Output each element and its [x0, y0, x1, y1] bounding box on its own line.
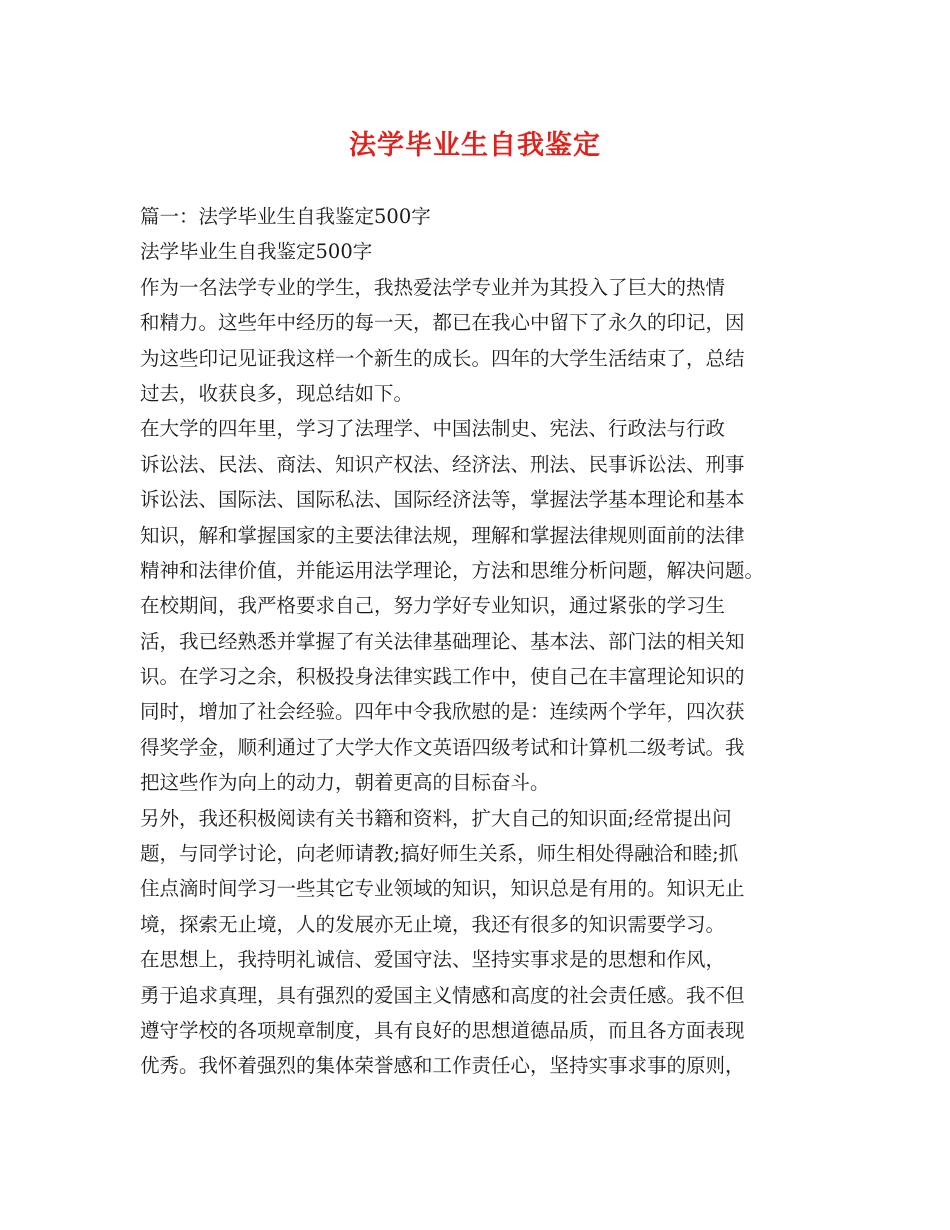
body-line: 得奖学金，顺利通过了大学大作文英语四级考试和计算机二级考试。我: [140, 735, 745, 759]
body-line: 活，我已经熟悉并掌握了有关法律基础理论、基本法、部门法的相关知: [140, 629, 745, 653]
body-line: 篇一：法学毕业生自我鉴定500字: [140, 205, 431, 228]
body-line: 题，与同学讨论，向老师请教;搞好师生关系，师生相处得融洽和睦;抓: [140, 842, 739, 866]
document-body: [140, 199, 820, 1084]
body-line: 遵守学校的各项规章制度，具有良好的思想道德品质，而且各方面表现: [140, 1018, 745, 1042]
document-title: 法学毕业生自我鉴定: [349, 130, 601, 161]
body-line: 住点滴时间学习一些其它专业领域的知识，知识总是有用的。知识无止: [140, 877, 745, 901]
body-line: 境，探索无止境，人的发展亦无止境，我还有很多的知识需要学习。: [140, 912, 726, 936]
body-line: 和精力。这些年中经历的每一天，都已在我心中留下了永久的印记，因: [140, 311, 745, 335]
body-line: 把这些作为向上的动力，朝着更高的目标奋斗。: [140, 771, 550, 795]
body-line: 法学毕业生自我鉴定500字: [140, 240, 373, 264]
body-line: 精神和法律价值，并能运用法学理论，方法和思维分析问题，解决问题。: [140, 558, 765, 582]
body-line: 为这些印记见证我这样一个新生的成长。四年的大学生活结束了，总结: [140, 346, 745, 370]
body-line: 知识，解和掌握国家的主要法律法规，理解和掌握法律规则面前的法律: [140, 523, 745, 547]
body-line: 优秀。我怀着强烈的集体荣誉感和工作责任心，坚持实事求事的原则，: [140, 1054, 745, 1078]
body-line: 同时，增加了社会经验。四年中令我欣慰的是：连续两个学年，四次获: [140, 700, 745, 724]
body-line: 过去，收获良多，现总结如下。: [140, 381, 414, 405]
body-line: 在大学的四年里，学习了法理学、中国法制史、宪法、行政法与行政: [140, 417, 726, 441]
body-line: 识。在学习之余，积极投身法律实践工作中，使自己在丰富理论知识的: [140, 665, 745, 689]
body-line: 作为一名法学专业的学生，我热爱法学专业并为其投入了巨大的热情: [140, 275, 726, 299]
body-line: 另外，我还积极阅读有关书籍和资料，扩大自己的知识面;经常提出问: [140, 806, 732, 830]
body-line: 勇于追求真理，具有强烈的爱国主义情感和高度的社会责任感。我不但: [140, 983, 745, 1007]
body-line: 诉讼法、民法、商法、知识产权法、经济法、刑法、民事诉讼法、刑事: [140, 452, 745, 476]
body-line: 在思想上，我持明礼诚信、爱国守法、坚持实事求是的思想和作风，: [140, 948, 726, 972]
body-line: 诉讼法、国际法、国际私法、国际经济法等，掌握法学基本理论和基本: [140, 488, 745, 512]
body-line: 在校期间，我严格要求自己，努力学好专业知识，通过紧张的学习生: [140, 594, 726, 618]
